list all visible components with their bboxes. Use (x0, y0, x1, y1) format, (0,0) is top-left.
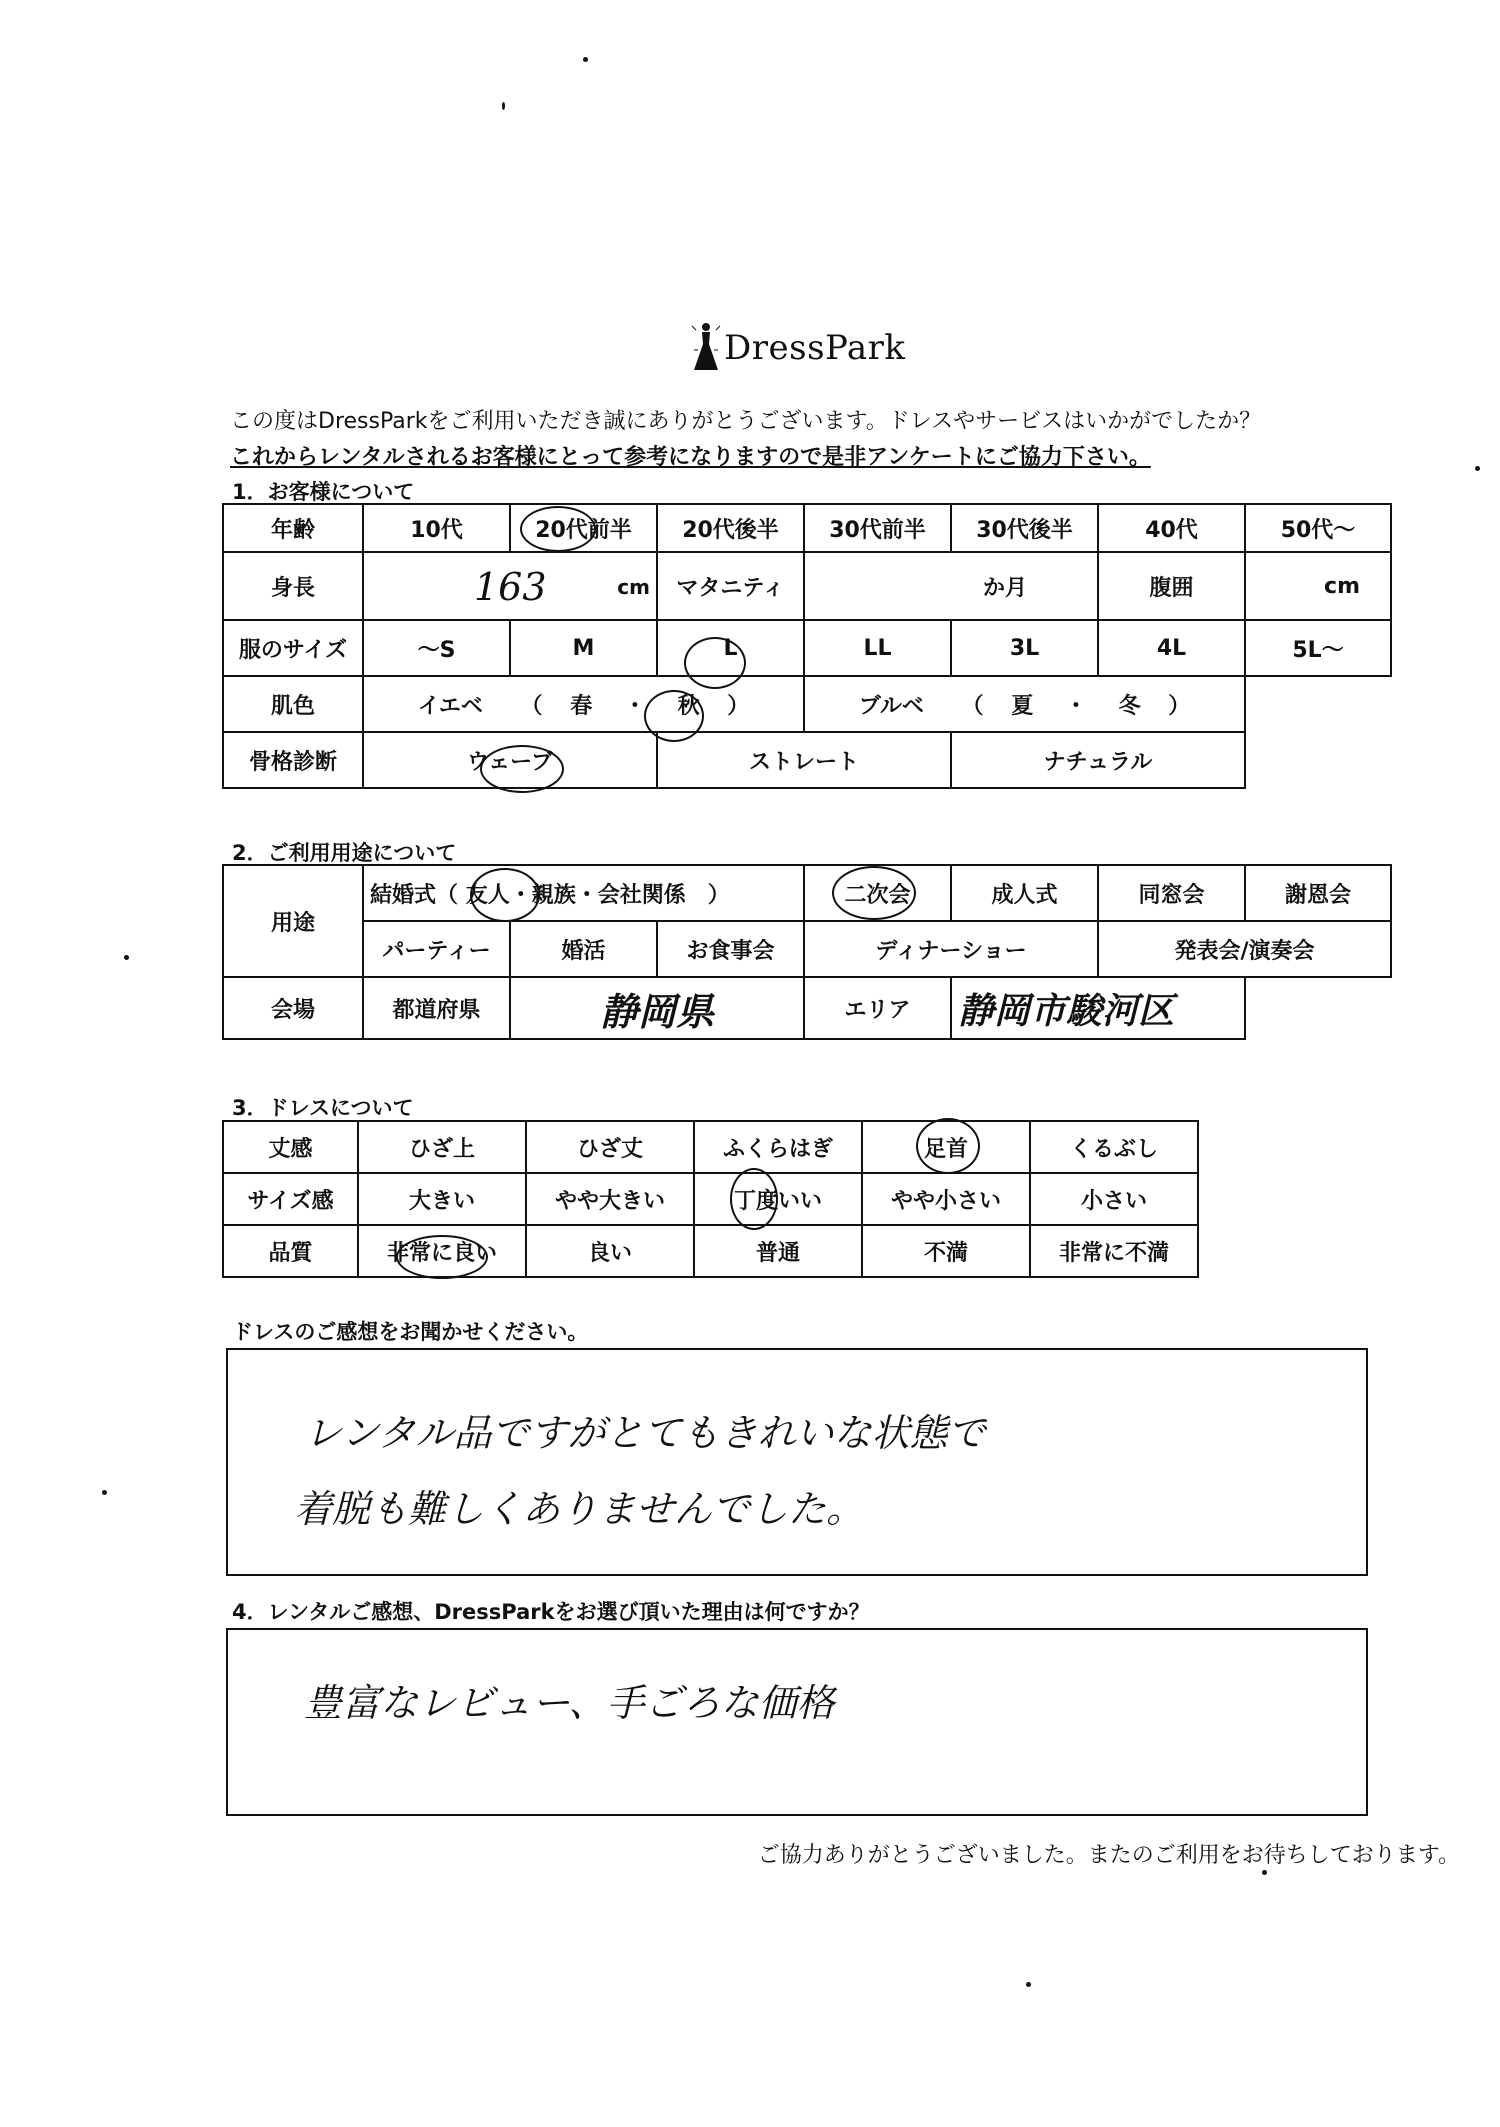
age-option[interactable]: 50代～ (1245, 504, 1391, 552)
fit-option[interactable]: 大きい (358, 1173, 526, 1225)
usage-coming-of-age[interactable]: 成人式 (951, 865, 1098, 921)
scan-speck (1026, 1982, 1031, 1987)
usage-thanks-party[interactable]: 謝恩会 (1245, 865, 1391, 921)
usage-party[interactable]: パーティー (363, 921, 510, 977)
age-option[interactable]: 30代後半 (951, 504, 1098, 552)
area-label: エリア (804, 977, 951, 1039)
wedding-label: 結婚式 (370, 882, 437, 908)
blue-base-label: ブルベ (858, 693, 924, 719)
size-option[interactable]: 5L～ (1245, 620, 1391, 676)
size-row (223, 620, 1391, 676)
waist-label: 腹囲 (1098, 552, 1245, 620)
size-option[interactable]: 3L (951, 620, 1098, 676)
usage-dinner[interactable]: お食事会 (657, 921, 804, 977)
scan-speck (1262, 1870, 1267, 1875)
skin-summer[interactable]: 夏 (1011, 693, 1034, 719)
maternity-months-field[interactable] (804, 552, 1098, 620)
skeleton-row (223, 732, 1391, 788)
impressions-line-1: レンタル品ですがとてもきれいな状態で (304, 1411, 986, 1455)
usage-reunion[interactable]: 同窓会 (1098, 865, 1245, 921)
scan-speck (1475, 466, 1480, 471)
dress-table (222, 1120, 1199, 1278)
intro-line-2: これからレンタルされるお客様にとって参考になりますので是非アンケートにご協力下さい。 (230, 445, 1151, 470)
length-label: 丈感 (223, 1121, 358, 1173)
scan-speck (502, 102, 505, 110)
height-label: 身長 (223, 552, 363, 620)
wedding-company[interactable]: 会社関係 (597, 882, 686, 908)
age-label: 年齢 (223, 504, 363, 552)
length-option[interactable]: ふくらはぎ (694, 1121, 862, 1173)
age-option[interactable]: 40代 (1098, 504, 1245, 552)
length-option[interactable]: ひざ上 (358, 1121, 526, 1173)
skin-autumn-selected[interactable]: 秋 (677, 693, 700, 719)
skin-winter[interactable]: 冬 (1118, 693, 1141, 719)
usage-label: 用途 (223, 865, 363, 977)
size-option[interactable]: 4L (1098, 620, 1245, 676)
quality-option[interactable]: 普通 (694, 1225, 862, 1277)
usage-afterparty-selected[interactable]: 二次会 (804, 865, 951, 921)
skin-yellow-options[interactable]: イエベ （ 春 ・ 秋 ） (363, 676, 804, 732)
skin-row (223, 676, 1391, 732)
size-option[interactable]: M (510, 620, 657, 676)
yellow-base-label: イエベ (417, 693, 483, 719)
height-row (223, 552, 1391, 620)
skeleton-label: 骨格診断 (223, 732, 363, 788)
skeleton-selection-circle (480, 745, 564, 793)
fit-selection-circle (730, 1168, 778, 1230)
size-selection-circle (684, 637, 746, 689)
prefecture-value[interactable]: 静岡県 (510, 977, 804, 1039)
area-value[interactable]: 静岡市駿河区 (951, 977, 1245, 1039)
brand-name: DressPark (724, 328, 906, 368)
section3-title: 3．ドレスについて (232, 1096, 414, 1120)
age-option-selected[interactable]: 20代前半 (510, 504, 657, 552)
usage-table (222, 864, 1392, 1040)
maternity-label: マタニティ (657, 552, 804, 620)
reason-box[interactable] (226, 1628, 1368, 1816)
waist-field[interactable] (1245, 552, 1391, 620)
size-label: 服のサイズ (223, 620, 363, 676)
section2-title: 2．ご利用用途について (232, 841, 457, 865)
length-row (223, 1121, 1198, 1173)
waist-unit: cm (1324, 573, 1360, 599)
age-option[interactable]: 10代 (363, 504, 510, 552)
skin-spring[interactable]: 春 (570, 693, 593, 719)
fit-option-selected[interactable]: 丁度いい (694, 1173, 862, 1225)
quality-row (223, 1225, 1198, 1277)
length-selection-circle (916, 1118, 980, 1174)
skeleton-option[interactable]: ストレート (657, 732, 951, 788)
quality-option[interactable]: 不満 (862, 1225, 1030, 1277)
afterparty-selection-circle (832, 866, 916, 920)
wedding-friend-selected[interactable]: 友人 (465, 882, 510, 908)
section1-title: 1．お客様について (232, 480, 415, 504)
height-field[interactable] (363, 552, 657, 620)
skeleton-option[interactable]: ナチュラル (951, 732, 1245, 788)
quality-option[interactable]: 非常に不満 (1030, 1225, 1198, 1277)
closing-message: ご協力ありがとうございました。またのご利用をお待ちしております。 (757, 1843, 1460, 1868)
size-option[interactable]: ～S (363, 620, 510, 676)
fit-option[interactable]: やや小さい (862, 1173, 1030, 1225)
quality-option-selected[interactable]: 非常に良い (358, 1225, 526, 1277)
quality-label: 品質 (223, 1225, 358, 1277)
scan-speck (124, 955, 129, 960)
dresspark-logo (690, 318, 920, 378)
intro-line-1: この度はDressParkをご利用いただき誠にありがとうございます。ドレスやサービスはいかがでしたか？ (230, 409, 1262, 434)
impressions-title: ドレスのご感想をお聞かせください。 (232, 1320, 589, 1344)
impressions-line-2: 着脱も難しくありませんでした。 (294, 1487, 865, 1531)
height-unit: cm (617, 575, 650, 599)
friend-selection-circle (470, 868, 540, 922)
usage-dinner-show[interactable]: ディナーショー (804, 921, 1098, 977)
customer-table (222, 503, 1392, 789)
size-option[interactable]: LL (804, 620, 951, 676)
length-option-selected[interactable]: 足首 (862, 1121, 1030, 1173)
scan-speck (102, 1490, 107, 1495)
venue-label: 会場 (223, 977, 363, 1039)
quality-selection-circle (396, 1235, 488, 1279)
usage-konkatsu[interactable]: 婚活 (510, 921, 657, 977)
age-selection-circle (520, 506, 596, 552)
usage-row-2 (223, 921, 1391, 977)
skin-label: 肌色 (223, 676, 363, 732)
fit-option[interactable]: 小さい (1030, 1173, 1198, 1225)
length-option[interactable]: ひざ丈 (526, 1121, 694, 1173)
reason-answer: 豊富なレビュー、手ごろな価格 (304, 1681, 835, 1725)
length-option[interactable]: くるぶし (1030, 1121, 1198, 1173)
scan-speck (583, 57, 588, 62)
fit-row (223, 1173, 1198, 1225)
skeleton-option-selected[interactable]: ウェーブ (363, 732, 657, 788)
age-row (223, 504, 1391, 552)
months-unit: か月 (982, 575, 1027, 601)
quality-option[interactable]: 良い (526, 1225, 694, 1277)
height-value: 163 (474, 565, 547, 609)
usage-recital[interactable]: 発表会/演奏会 (1098, 921, 1391, 977)
wedding-family[interactable]: 親族 (531, 882, 576, 908)
size-option-selected[interactable]: L (657, 620, 804, 676)
section4-title: 4．レンタルご感想、DressParkをお選び頂いた理由は何ですか？ (232, 1600, 870, 1624)
prefecture-label: 都道府県 (363, 977, 510, 1039)
dress-silhouette-icon (690, 320, 722, 376)
fit-option[interactable]: やや大きい (526, 1173, 694, 1225)
skin-blue-options[interactable]: ブルベ （ 夏 ・ 冬 ） (804, 676, 1245, 732)
skin-selection-circle (644, 690, 704, 742)
usage-row-1 (223, 865, 1391, 921)
impressions-box[interactable] (226, 1348, 1368, 1576)
venue-row (223, 977, 1391, 1039)
wedding-options[interactable]: 結婚式（ 友人・親族・会社関係 ） (363, 865, 804, 921)
fit-label: サイズ感 (223, 1173, 358, 1225)
age-option[interactable]: 20代後半 (657, 504, 804, 552)
age-option[interactable]: 30代前半 (804, 504, 951, 552)
